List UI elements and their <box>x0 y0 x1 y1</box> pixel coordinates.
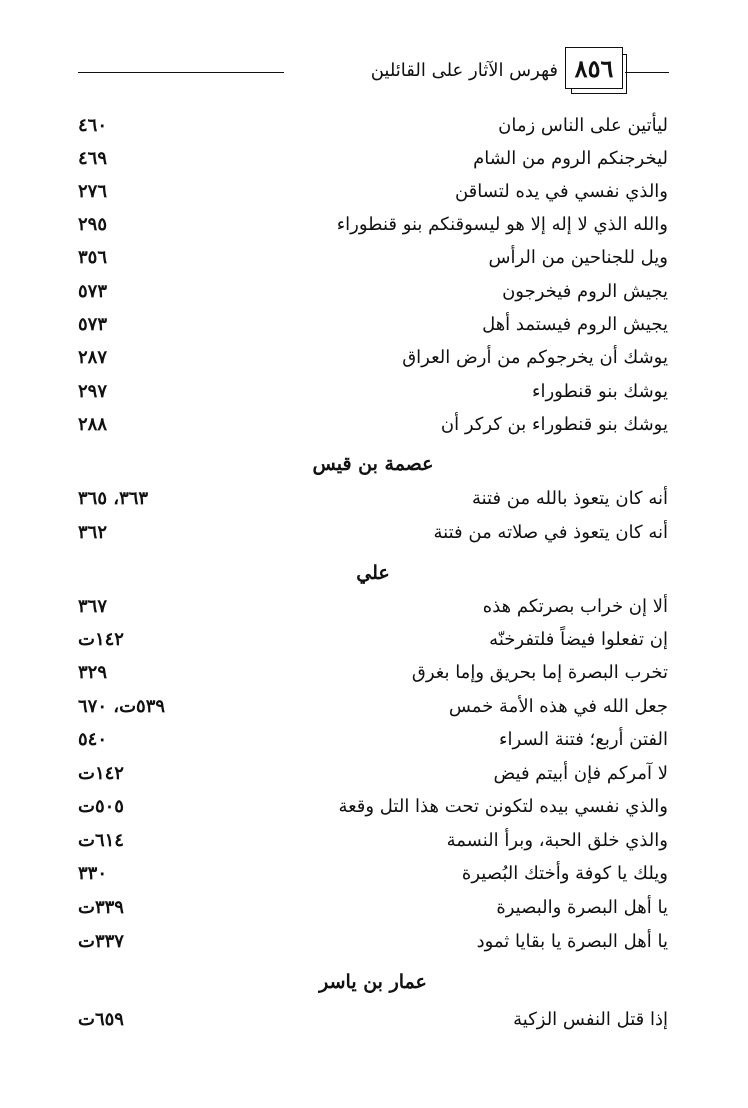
entry-pages: ٢٩٧ <box>78 381 108 402</box>
index-entry <box>78 790 668 823</box>
index-entry <box>78 275 668 308</box>
entry-pages: ٤٦٩ <box>78 148 108 169</box>
entry-text: يوشك بنو قنطوراء <box>531 381 668 402</box>
entry-text: ويلك يا كوفة وأختك البُصيرة <box>461 863 668 884</box>
entry-pages: ٥٣٩ت، ٦٧٠ <box>78 696 166 717</box>
index-entry <box>78 925 668 958</box>
entry-text: يوشك أن يخرجوكم من أرض العراق <box>402 347 668 368</box>
header-rule-left <box>78 72 284 73</box>
index-entry <box>78 590 668 623</box>
page-number: ٨٥٦ <box>565 47 623 89</box>
index-entry <box>78 891 668 924</box>
entry-pages: ٥٠٥ت <box>78 796 124 817</box>
entry-pages: ٣٣٠ <box>78 863 108 884</box>
entry-text: ويل للجناحين من الرأس <box>488 247 668 268</box>
index-entry <box>78 690 668 723</box>
entry-text: ألا إن خراب بصرتكم هذه <box>482 596 668 617</box>
index-entry <box>78 408 668 441</box>
entry-text: أنه كان يتعوذ بالله من فتنة <box>471 488 668 509</box>
entry-pages: ٣٦٧ <box>78 596 108 617</box>
index-entry <box>78 241 668 274</box>
entry-pages: ٣٣٧ت <box>78 931 124 952</box>
entry-text: والله الذي لا إله إلا هو ليسوقنكم بنو قنطوراء <box>336 214 668 235</box>
entry-text: والذي خلق الحبة، وبرأ النسمة <box>446 830 668 851</box>
index-entry <box>78 623 668 656</box>
entry-pages: ٥٤٠ <box>78 729 108 750</box>
entry-text: ليخرجنكم الروم من الشام <box>473 148 668 169</box>
entry-pages: ٢٩٥ <box>78 214 108 235</box>
index-entry <box>78 1003 668 1036</box>
section-heading: علي <box>356 562 390 584</box>
entry-text: يجيش الروم فيستمد أهل <box>482 314 668 335</box>
entry-text: والذي نفسي في يده لتساقن <box>454 181 668 202</box>
entry-text: تخرب البصرة إما بحريق وإما بغرق <box>411 662 668 683</box>
section-heading: عصمة بن قيس <box>312 453 434 475</box>
entry-pages: ٢٧٦ <box>78 181 108 202</box>
entry-pages: ٢٨٧ <box>78 347 108 368</box>
section-heading: عمار بن ياسر <box>319 971 427 993</box>
index-entry <box>78 857 668 890</box>
entry-pages: ٣٦٣، ٣٦٥ <box>78 488 149 509</box>
entry-text: يا أهل البصرة يا بقايا ثمود <box>476 931 668 952</box>
entry-pages: ٢٨٨ <box>78 414 108 435</box>
entry-pages: ٦٥٩ت <box>78 1009 124 1030</box>
entry-text: جعل الله في هذه الأمة خمس <box>448 696 668 717</box>
entry-pages: ٤٦٠ <box>78 115 108 136</box>
index-entry <box>78 516 668 549</box>
entry-text: لا آمركم فإن أبيتم فيض <box>493 763 668 784</box>
entry-text: إن تفعلوا فيضاً فلتفرخنّه <box>489 629 668 650</box>
index-entry <box>78 175 668 208</box>
entry-text: والذي نفسي بيده لتكونن تحت هذا التل وقعة <box>338 796 668 817</box>
entry-pages: ٥٧٣ <box>78 314 108 335</box>
index-entry <box>78 482 668 515</box>
index-entry <box>78 208 668 241</box>
index-entry <box>78 824 668 857</box>
entry-pages: ٣٣٩ت <box>78 897 124 918</box>
index-entry <box>78 109 668 142</box>
entry-text: ليأتين على الناس زمان <box>498 115 668 136</box>
index-entry <box>78 656 668 689</box>
entry-pages: ٦١٤ت <box>78 830 124 851</box>
header-rule-right <box>625 72 669 73</box>
running-title: فهرس الآثار على القائلين <box>370 60 558 81</box>
entry-pages: ١٤٢ت <box>78 629 124 650</box>
entry-text: أنه كان يتعوذ في صلاته من فتنة <box>433 522 668 543</box>
entry-text: الفتن أربع؛ فتنة السراء <box>499 729 668 750</box>
index-entry <box>78 723 668 756</box>
index-entry <box>78 308 668 341</box>
entry-pages: ١٤٢ت <box>78 763 124 784</box>
index-entry <box>78 375 668 408</box>
entry-pages: ٣٢٩ <box>78 662 108 683</box>
index-entry <box>78 757 668 790</box>
entry-pages: ٣٦٢ <box>78 522 108 543</box>
entry-text: إذا قتل النفس الزكية <box>513 1009 668 1030</box>
index-entry <box>78 341 668 374</box>
entry-text: يجيش الروم فيخرجون <box>502 281 668 302</box>
index-entry <box>78 142 668 175</box>
entry-text: يا أهل البصرة والبصيرة <box>496 897 668 918</box>
entry-pages: ٥٧٣ <box>78 281 108 302</box>
entry-text: يوشك بنو قنطوراء بن كركر أن <box>440 414 668 435</box>
entry-pages: ٣٥٦ <box>78 247 108 268</box>
